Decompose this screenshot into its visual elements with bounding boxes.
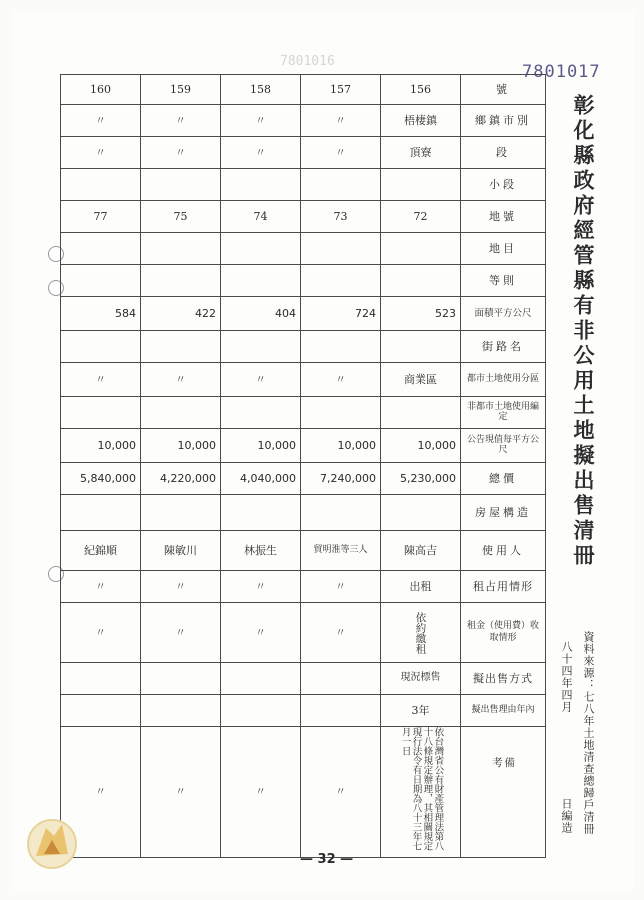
empty-cell xyxy=(141,663,221,695)
announced-value: 10,000 xyxy=(301,429,381,463)
empty-cell xyxy=(301,265,381,297)
ditto-mark: 〃 xyxy=(61,727,141,858)
total-price: 4,040,000 xyxy=(221,463,301,495)
empty-cell xyxy=(141,233,221,265)
row-label: 地號 xyxy=(461,201,546,233)
empty-cell xyxy=(61,169,141,201)
row-label: 總價 xyxy=(461,463,546,495)
row-label: 擬出售理由年內 xyxy=(461,695,546,727)
lot-no: 156 xyxy=(381,75,461,105)
empty-cell xyxy=(381,265,461,297)
ditto-mark: 〃 xyxy=(141,363,221,397)
empty-cell xyxy=(141,695,221,727)
ghost-serial: 7801016 xyxy=(280,54,335,69)
row-label: 號 xyxy=(461,75,546,105)
empty-cell xyxy=(221,265,301,297)
user-name: 陳高吉 xyxy=(381,531,461,571)
lot-number: 74 xyxy=(221,201,301,233)
empty-cell xyxy=(61,265,141,297)
remarks-cell xyxy=(381,727,461,858)
rent-status-cell xyxy=(381,603,461,663)
empty-cell xyxy=(221,397,301,429)
sale-method: 現況標售 xyxy=(381,663,461,695)
table-row xyxy=(61,105,546,137)
lot-number: 77 xyxy=(61,201,141,233)
section: 頂寮 xyxy=(381,137,461,169)
ditto-mark: 〃 xyxy=(61,571,141,603)
table-row xyxy=(61,169,546,201)
user-name: 林振生 xyxy=(221,531,301,571)
table-row xyxy=(61,663,546,695)
ditto-mark: 〃 xyxy=(301,137,381,169)
user-name: 紀錦順 xyxy=(61,531,141,571)
remarks-text: 依台灣省公有財產管理法第八十八條規定辦理，其相關規定現行法令有日期為八十三年七月一日 xyxy=(399,727,444,851)
empty-cell xyxy=(381,397,461,429)
sale-reason: 3年 xyxy=(381,695,461,727)
row-label: 鄉鎮市別 xyxy=(461,105,546,137)
table-row xyxy=(61,331,546,363)
table-row xyxy=(61,727,546,858)
serial-number: 7801017 xyxy=(522,62,601,82)
ditto-mark: 〃 xyxy=(221,137,301,169)
empty-cell xyxy=(301,495,381,531)
table-row xyxy=(61,137,546,169)
empty-cell xyxy=(221,695,301,727)
lot-no: 159 xyxy=(141,75,221,105)
ditto-mark: 〃 xyxy=(221,105,301,137)
table-row xyxy=(61,233,546,265)
table-row xyxy=(61,603,546,663)
table-row xyxy=(61,201,546,233)
row-label: 段 xyxy=(461,137,546,169)
source-note: 資料來源：七八年土地清查總歸戶清冊 xyxy=(582,631,595,835)
row-label: 面積平方公尺 xyxy=(461,297,546,331)
ditto-mark: 〃 xyxy=(301,105,381,137)
empty-cell xyxy=(301,695,381,727)
empty-cell xyxy=(141,265,221,297)
row-label: 非都市土地使用編定 xyxy=(461,397,546,429)
area: 724 xyxy=(301,297,381,331)
table-row xyxy=(61,297,546,331)
ditto-mark: 〃 xyxy=(221,363,301,397)
announced-value: 10,000 xyxy=(381,429,461,463)
date-note: 八十四年四月 xyxy=(560,641,573,713)
ditto-mark: 〃 xyxy=(141,603,221,663)
ditto-mark: 〃 xyxy=(301,571,381,603)
table-row xyxy=(61,463,546,495)
lot-no: 160 xyxy=(61,75,141,105)
empty-cell xyxy=(61,397,141,429)
row-label: 等則 xyxy=(461,265,546,297)
row-label: 公告現值每平方公尺 xyxy=(461,429,546,463)
row-label: 使用人 xyxy=(461,531,546,571)
empty-cell xyxy=(141,495,221,531)
empty-cell xyxy=(61,663,141,695)
empty-cell xyxy=(61,331,141,363)
user-name: 貿明淮等三人 xyxy=(301,531,381,571)
row-label: 街路名 xyxy=(461,331,546,363)
empty-cell xyxy=(301,397,381,429)
title-sidebar xyxy=(550,86,610,846)
ditto-mark: 〃 xyxy=(301,363,381,397)
empty-cell xyxy=(381,233,461,265)
empty-cell xyxy=(221,495,301,531)
empty-cell xyxy=(381,169,461,201)
occupancy: 出租 xyxy=(381,571,461,603)
table-row xyxy=(61,75,546,105)
row-label: 租金（使用費）收取情形 xyxy=(461,603,546,663)
ditto-mark: 〃 xyxy=(61,137,141,169)
table-row xyxy=(61,429,546,463)
empty-cell xyxy=(301,169,381,201)
empty-cell xyxy=(301,331,381,363)
area: 584 xyxy=(61,297,141,331)
ditto-mark: 〃 xyxy=(141,137,221,169)
lot-no: 157 xyxy=(301,75,381,105)
empty-cell xyxy=(221,169,301,201)
empty-cell xyxy=(381,495,461,531)
total-price: 5,230,000 xyxy=(381,463,461,495)
document-title: 彰化縣政府經管縣有非公用土地擬出售清冊 xyxy=(571,94,596,569)
table-row xyxy=(61,531,546,571)
archive-emblem-icon xyxy=(22,806,82,876)
total-price: 5,840,000 xyxy=(61,463,141,495)
ditto-mark: 〃 xyxy=(141,727,221,858)
announced-value: 10,000 xyxy=(221,429,301,463)
announced-value: 10,000 xyxy=(141,429,221,463)
announced-value: 10,000 xyxy=(61,429,141,463)
row-label: 都市土地使用分區 xyxy=(461,363,546,397)
ditto-mark: 〃 xyxy=(61,363,141,397)
ditto-mark: 〃 xyxy=(141,571,221,603)
table-row xyxy=(61,695,546,727)
ditto-mark: 〃 xyxy=(61,603,141,663)
empty-cell xyxy=(141,331,221,363)
row-label: 房屋構造 xyxy=(461,495,546,531)
lot-number: 75 xyxy=(141,201,221,233)
empty-cell xyxy=(221,331,301,363)
ditto-mark: 〃 xyxy=(61,105,141,137)
area: 523 xyxy=(381,297,461,331)
compiler-note: 日編造 xyxy=(560,798,573,834)
row-label: 擬出售方式 xyxy=(461,663,546,695)
empty-cell xyxy=(141,397,221,429)
empty-cell xyxy=(381,331,461,363)
ditto-mark: 〃 xyxy=(301,727,381,858)
land-sale-table xyxy=(60,74,546,858)
empty-cell xyxy=(221,663,301,695)
row-label: 備考 xyxy=(491,756,516,828)
empty-cell xyxy=(301,663,381,695)
table-row xyxy=(61,265,546,297)
lot-number: 72 xyxy=(381,201,461,233)
total-price: 7,240,000 xyxy=(301,463,381,495)
lot-no: 158 xyxy=(221,75,301,105)
row-label: 租占用情形 xyxy=(461,571,546,603)
empty-cell xyxy=(61,233,141,265)
row-label: 地目 xyxy=(461,233,546,265)
empty-cell xyxy=(221,233,301,265)
table-row xyxy=(61,397,546,429)
table-row xyxy=(61,495,546,531)
ditto-mark: 〃 xyxy=(221,603,301,663)
table-row xyxy=(61,571,546,603)
empty-cell xyxy=(141,169,221,201)
ditto-mark: 〃 xyxy=(301,603,381,663)
user-name: 陳敏川 xyxy=(141,531,221,571)
row-label: 小段 xyxy=(461,169,546,201)
area: 404 xyxy=(221,297,301,331)
empty-cell xyxy=(61,495,141,531)
ditto-mark: 〃 xyxy=(141,105,221,137)
empty-cell xyxy=(301,233,381,265)
ditto-mark: 〃 xyxy=(221,571,301,603)
page-number: — 32 — xyxy=(300,852,354,867)
remarks-label-cell xyxy=(461,727,546,858)
lot-number: 73 xyxy=(301,201,381,233)
empty-cell xyxy=(61,695,141,727)
table-row xyxy=(61,363,546,397)
ditto-mark: 〃 xyxy=(221,727,301,858)
total-price: 4,220,000 xyxy=(141,463,221,495)
rent-status: 依約繳租 xyxy=(414,611,427,654)
zoning: 商業區 xyxy=(381,363,461,397)
area: 422 xyxy=(141,297,221,331)
township: 梧棲鎮 xyxy=(381,105,461,137)
